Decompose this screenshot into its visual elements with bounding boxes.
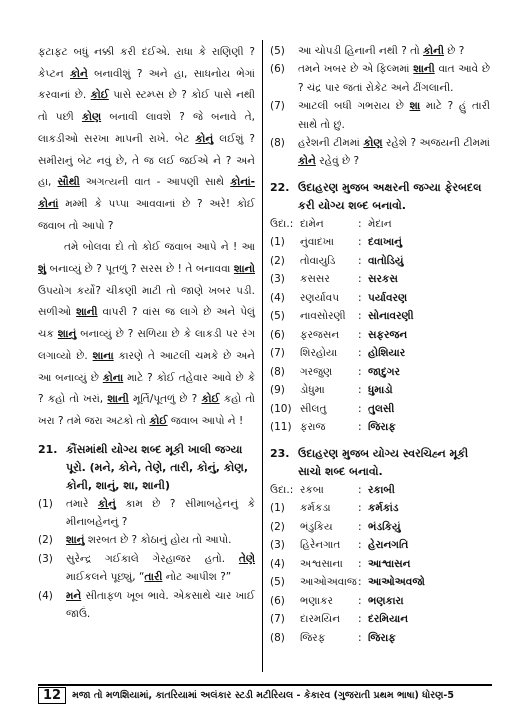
answer-word: સફરજન <box>368 328 408 341</box>
emphasized-word: શાનું <box>66 534 85 547</box>
scrambled-word: તોવાયુડિ <box>300 254 336 267</box>
list-item <box>38 495 255 532</box>
answer-word: પર્યાવરણ <box>368 291 408 304</box>
paragraph-2: તમે બોલવા દો તો કોઈ જવાબ આપે ને ! આ શું બનાવ્યું છે ? પૂતળું ? સરસ છે ! તે બનાવવા શાનો ઉપયોગ કર્યો? ચીકણી માટી તો જાણે ખબર પડી. સળીઓ શાની વાપરી ? વાંસ જ લાગે છે અને પેલું ચક શાનું બનાવ્યું છે ? સળિયા છે કે લાકડી પર રંગ લગાવ્યો છે. શાના કારણે તે આટલી ચમકે છે અને આ બનાવ્યું છે કોના માટે ? કોઈ તહેવાર આવે છે કે ? કહો તો ખરાં, શાની મૂર્તિ/પૂતળું છે ? કોઈ કહો તો ખરા ? તમે જરા અટકો તો કોઈ જવાબ આપો ને ! <box>38 241 256 427</box>
footer-text: મજા તો મળશિયામાં, કાતરિયામાં અલંકાર સ્ટડી મટીરિયલ - કેકારવ (ગુજરાતી પ્રથમ ભાષા) ધોરણ-5 <box>72 689 454 701</box>
example-row <box>270 481 490 500</box>
scrambled-word: ભણાકર <box>300 594 333 607</box>
example-label: ઉદા.: <box>270 483 294 496</box>
answer-word: સરકસ <box>368 273 398 286</box>
colon: : <box>358 402 362 415</box>
emphasized-word: કોઈ <box>201 393 220 406</box>
word-pair-row <box>270 233 490 252</box>
scrambled-word: કસસર <box>300 273 330 286</box>
colon: : <box>358 421 362 434</box>
scrambled-word: દારમયિન <box>300 613 341 626</box>
colon: : <box>358 483 362 496</box>
answer-word: વાતોડિયું <box>368 254 404 267</box>
list-item <box>38 531 255 549</box>
right-column <box>270 42 490 647</box>
item-number: (5) <box>270 310 285 323</box>
item-text: હરેશની ટીમમાં કોણ રહેશે ? અજયની ટીમમાં કોને રહેવું છે ? <box>298 137 490 168</box>
question-text: કૌંસમાંથી યોગ્ય શબ્દ મૂકી ખાલી જગ્યા પૂરો. (મને, કોને, તેણે, તારી, કોનું, કોણ, કોની, શાનું, શા, શાની) <box>66 442 249 492</box>
scrambled-word: ડોધુમા <box>300 384 325 397</box>
question-23-pairs <box>270 499 490 647</box>
left-column <box>38 42 255 624</box>
question-number: 23. <box>270 446 290 460</box>
colon: : <box>358 217 362 230</box>
word-pair-row <box>270 610 490 629</box>
answer-word: તુલસી <box>368 402 395 415</box>
item-text: શાનું શરબત છે ? કોઠાનું હોય તો આપો. <box>66 534 232 547</box>
answer-word: કર્મકાંડ <box>368 502 399 515</box>
item-text: આ ચોપડી હિનાની નથી ? તો કોની છે ? <box>298 45 465 57</box>
colon: : <box>358 254 362 267</box>
colon: : <box>358 520 362 533</box>
question-21-items <box>38 495 255 624</box>
question-text: ઉદાહરણ મુજબ અક્ષરની જગ્યા ફેરબદલ કરી યોગ્ય શબ્દ બનાવો. <box>298 180 482 212</box>
emphasized-word: તારી <box>144 571 163 584</box>
item-number: (3) <box>270 273 285 286</box>
colon: : <box>358 539 362 552</box>
answer-word: ભણકારા <box>368 594 404 607</box>
question-22-heading <box>270 179 490 215</box>
word-pair-row <box>270 344 490 363</box>
item-text: તમારે કોનું કામ છે ? સીમાબહેનનું કે મીનાબહેનનું ? <box>66 497 255 529</box>
word-pair-row <box>270 555 490 574</box>
answer-word: ધુમાડો <box>368 384 393 397</box>
emphasized-word: શા <box>409 100 421 113</box>
emphasized-word: શાના <box>92 349 114 362</box>
item-text: સુરેન્દ્ર ગઈકાલે ગેરહાજર હતો. તેણે માઈકલને પૂછ્યું, “તારી નોટ આપીશ ?” <box>66 552 255 584</box>
colon: : <box>358 576 362 589</box>
colon: : <box>358 328 362 341</box>
item-text: તમને ખબર છે એ ફિલ્મમાં શાની વાત આવે છે ? ચંદ્ર પાર જતાં રોકેટ અને ઢીંગલાની. <box>298 63 490 94</box>
colon: : <box>358 273 362 286</box>
item-number: (4) <box>38 589 53 602</box>
scrambled-word: શિરહોયા <box>300 347 338 360</box>
item-number: (10) <box>270 402 292 415</box>
colon: : <box>358 557 362 570</box>
answer-word: મેદાન <box>368 217 392 230</box>
item-number: (7) <box>270 100 285 113</box>
scrambled-word: ફરાજ <box>300 421 326 434</box>
word-pair-row <box>270 289 490 308</box>
word-pair-row <box>270 381 490 400</box>
question-21-items-continued <box>270 42 490 171</box>
word-pair-row <box>270 400 490 419</box>
emphasized-word: કોણ <box>81 111 102 124</box>
answer-word: આઓઅવજો <box>368 576 425 589</box>
answer-word: દરમિયાન <box>368 613 409 626</box>
list-item <box>270 97 490 134</box>
item-number: (4) <box>270 557 285 570</box>
question-21-heading <box>38 441 255 495</box>
emphasized-word: કોને <box>70 67 88 80</box>
answer-word: દવાખાનું <box>368 236 403 249</box>
scrambled-word: દામેન <box>300 217 324 230</box>
example-row <box>270 215 490 234</box>
colon: : <box>358 594 362 607</box>
emphasized-word: કોનું <box>195 132 214 145</box>
emphasized-word: કોણ <box>363 137 383 150</box>
item-number: (8) <box>270 631 285 644</box>
question-text: ઉદાહરણ મુજબ યોગ્ય સ્વરચિહ્ન મૂકી સાચો શબ્દ બનાવો. <box>298 446 469 478</box>
scrambled-word: જિરફ <box>300 631 326 644</box>
page-footer <box>38 684 492 704</box>
emphasized-word: શાની <box>413 63 435 76</box>
item-number: (11) <box>270 421 292 434</box>
scrambled-word: રણર્યાવપ <box>300 291 340 304</box>
item-number: (1) <box>270 502 285 515</box>
scrambled-word: ફરજસન <box>300 328 340 341</box>
item-number: (5) <box>270 45 285 57</box>
item-number: (6) <box>270 328 285 341</box>
colon: : <box>358 384 362 397</box>
answer-word: રકાબી <box>368 483 395 496</box>
item-text: મને સીતાફળ ખૂબ ભાવે. એકસાથે ચાર ખાઈ જાઉં. <box>66 589 255 621</box>
item-number: (3) <box>270 539 285 552</box>
emphasized-word: શાનો <box>233 263 255 276</box>
emphasized-word: કોનું <box>97 497 116 510</box>
item-number: (6) <box>270 594 285 607</box>
emphasized-word: તેણે <box>238 552 255 565</box>
item-number: (9) <box>270 384 285 397</box>
item-number: (7) <box>270 347 285 360</box>
scrambled-word: નુંવાદખા <box>300 236 335 249</box>
item-number: (3) <box>38 552 53 565</box>
emphasized-word: કોના <box>102 371 124 384</box>
emphasized-word: શાની <box>76 306 98 319</box>
emphasized-word: સૌથી <box>57 176 80 189</box>
emphasized-word: શાની <box>107 393 129 406</box>
answer-word: જિરાફ <box>368 631 396 644</box>
list-item <box>270 134 490 171</box>
item-number: (8) <box>270 137 285 150</box>
item-number: (1) <box>270 236 285 249</box>
word-pair-row <box>270 363 490 382</box>
paragraph-1: ફટાફટ બધું નક્કી કરી દઈએ. રાધા કે રાણિણી ? કેપ્ટન કોને બનાવીશું ? અને હા, સાધનોય ભેગાં કરવાનાં છે. કોઈ પાસે સ્ટમ્પ્સ છે ? કોઈ પાસે નથી તો પછી કોણ બનાવી લાવશે ? જે બનાવે તે, લાકડીઓ સરખા માપની રાખે. બેટ કોનું લઈશું ? સમીરાનું બેટ નવું છે, તે જ લઈ જઈએ ને ? અને હા, સૌથી અગત્યની વાત - આપણી સાથે કોનાં-કોનાં મમ્મી કે પપ્પા આવવાનાં છે ? અરે! કોઈ જવાબ તો આપો ? <box>38 46 256 232</box>
question-number: 21. <box>38 442 58 456</box>
scrambled-word: ગરજુણ <box>300 365 333 378</box>
emphasized-word: શું <box>38 263 47 276</box>
column-divider <box>262 40 263 672</box>
list-item <box>270 60 490 97</box>
word-pair-row <box>270 592 490 611</box>
word-pair-row <box>270 518 490 537</box>
list-item <box>38 550 255 587</box>
item-number: (1) <box>38 497 53 510</box>
emphasized-word: કોઈ <box>149 414 168 427</box>
item-number: (4) <box>270 291 285 304</box>
scrambled-word: આઓઅવાજ <box>300 576 357 589</box>
word-pair-row <box>270 536 490 555</box>
word-pair-row <box>270 499 490 518</box>
answer-word: ભંડકિયું <box>368 520 401 533</box>
item-number: (5) <box>270 576 285 589</box>
emphasized-word: કોનાં-કોનાં <box>38 176 255 210</box>
word-pair-row <box>270 326 490 345</box>
emphasized-word: કોને <box>298 155 316 168</box>
emphasized-word: કોની <box>423 45 444 57</box>
list-item <box>38 587 255 624</box>
answer-word: જિરાફ <box>368 421 396 434</box>
item-number: (2) <box>38 534 53 547</box>
colon: : <box>358 502 362 515</box>
emphasized-word: મને <box>66 589 82 602</box>
colon: : <box>358 365 362 378</box>
item-number: (2) <box>270 520 285 533</box>
colon: : <box>358 613 362 626</box>
word-pair-row <box>270 629 490 648</box>
example-label: ઉદા.: <box>270 217 294 230</box>
colon: : <box>358 310 362 323</box>
item-number: (8) <box>270 365 285 378</box>
answer-word: સોનાવરણી <box>368 310 414 323</box>
colon: : <box>358 291 362 304</box>
colon: : <box>358 347 362 360</box>
item-number: (7) <box>270 613 285 626</box>
scrambled-word: અશ્વસાના <box>300 557 343 570</box>
question-number: 22. <box>270 180 290 194</box>
question-23-heading <box>270 445 490 481</box>
question-22-pairs <box>270 233 490 437</box>
scrambled-word: કર્મકડા <box>300 502 331 515</box>
word-pair-row <box>270 252 490 271</box>
answer-word: આશ્વાસન <box>368 557 411 570</box>
item-text: આટલી બધી ગભરાય છે શા માટે ? હું તારી સાથે તો છું. <box>298 100 490 131</box>
scrambled-word: સીલતુ <box>300 402 327 415</box>
word-pair-row <box>270 573 490 592</box>
answer-word: જાદુગર <box>368 365 400 378</box>
emphasized-word: શાનું <box>57 328 77 341</box>
colon: : <box>358 236 362 249</box>
word-pair-row <box>270 270 490 289</box>
scrambled-word: ભંડુકિય <box>300 520 333 533</box>
scrambled-word: નાવસોરણી <box>300 310 346 323</box>
scrambled-word: હિરેનગાત <box>300 539 341 552</box>
list-item <box>270 42 490 60</box>
word-pair-row <box>270 418 490 437</box>
scrambled-word: રકબા <box>300 483 324 496</box>
answer-word: હોશિયાર <box>368 347 406 360</box>
emphasized-word: કોઈ <box>90 89 109 102</box>
word-pair-row <box>270 307 490 326</box>
item-number: (6) <box>270 63 285 76</box>
colon: : <box>358 631 362 644</box>
page-number: 12 <box>38 687 66 704</box>
item-number: (2) <box>270 254 285 267</box>
answer-word: હેરાનગતિ <box>368 539 409 552</box>
